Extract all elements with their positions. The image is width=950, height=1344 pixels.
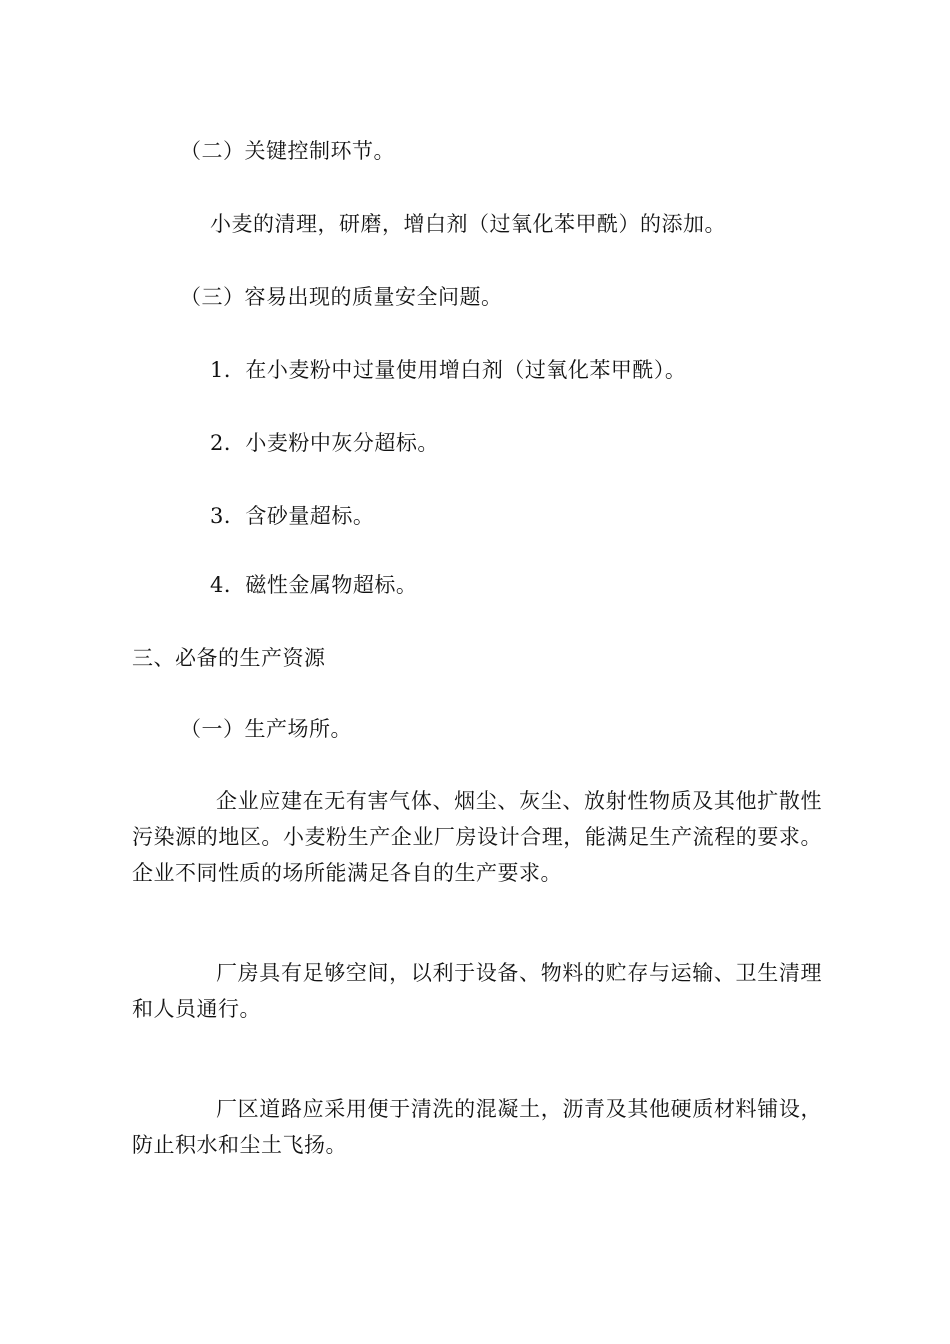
- list-item-3: 3．含砂量超标。: [210, 504, 375, 528]
- section-heading-quality-issues: （三）容易出现的质量安全问题。: [180, 285, 503, 309]
- section-heading-production-site: （一）生产场所。: [180, 717, 352, 741]
- paragraph-site-requirements: 企业应建在无有害气体、烟尘、灰尘、放射性物质及其他扩散性污染源的地区。小麦粉生产企业厂房设计合理，能满足生产流程的要求。企业不同性质的场所能满足各自的生产要求。: [132, 789, 822, 885]
- list-item-2: 2．小麦粉中灰分超标。: [210, 431, 439, 455]
- paragraph-workshop-space: 厂房具有足够空间，以利于设备、物料的贮存与运输、卫生清理和人员通行。: [132, 961, 822, 1021]
- section-heading-key-control: （二）关键控制环节。: [180, 139, 395, 163]
- chapter-heading-resources: 三、必备的生产资源: [132, 646, 326, 670]
- list-item-4: 4．磁性金属物超标。: [210, 573, 418, 597]
- list-item-1: 1．在小麦粉中过量使用增白剂（过氧化苯甲酰）。: [210, 358, 687, 382]
- key-control-text: 小麦的清理，研磨，增白剂（过氧化苯甲酰）的添加。: [210, 212, 726, 236]
- paragraph-factory-roads: 厂区道路应采用便于清洗的混凝土，沥青及其他硬质材料铺设，防止积水和尘土飞扬。: [132, 1097, 822, 1157]
